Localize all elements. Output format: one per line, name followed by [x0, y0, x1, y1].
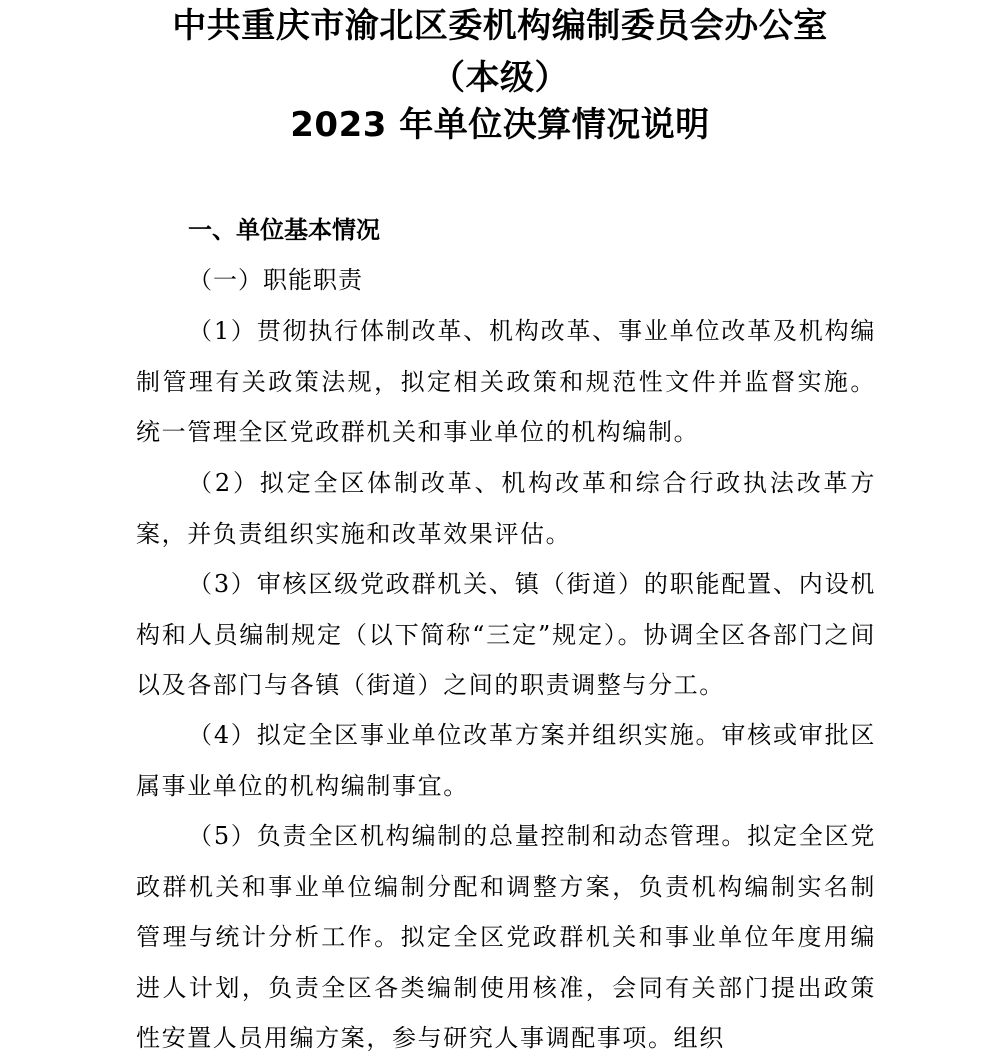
- document-title-line-1: 中共重庆市渝北区委机构编制委员会办公室: [172, 6, 828, 46]
- paragraph-3: （3）审核区级党政群机关、镇（街道）的职能配置、内设机构和人员编制规定（以下简称“三定”规定）。协调全区各部门之间以及各部门与各镇（街道）之间的职责调整与分工。: [136, 570, 876, 699]
- document-title-line-2: （本级）: [431, 58, 569, 98]
- paragraph-4: （4）拟定全区事业单位改革方案并组织实施。审核或审批区属事业单位的机构编制事宜。: [136, 721, 876, 800]
- document-title-line-3: 2023 年单位决算情况说明: [290, 105, 710, 145]
- paragraph-5: （5）负责全区机构编制的总量控制和动态管理。拟定全区党政群机关和事业单位编制分配和调整方案，负责机构编制实名制管理与统计分析工作。拟定全区党政群机关和事业单位年度用编进人计划，负责全区各类编制使用核准，会同有关部门提出政策性安置人员用编方案，参与研究人事调配事项。组织: [136, 822, 876, 1052]
- paragraph-1: （1）贯彻执行体制改革、机构改革、事业单位改革及机构编制管理有关政策法规，拟定相关政策和规范性文件并监督实施。统一管理全区党政群机关和事业单位的机构编制。: [136, 317, 876, 446]
- section-heading: 一、单位基本情况: [188, 216, 380, 244]
- subsection-heading: （一）职能职责: [188, 266, 363, 294]
- paragraph-2: （2）拟定全区体制改革、机构改革和综合行政执法改革方案，并负责组织实施和改革效果评估。: [136, 469, 876, 548]
